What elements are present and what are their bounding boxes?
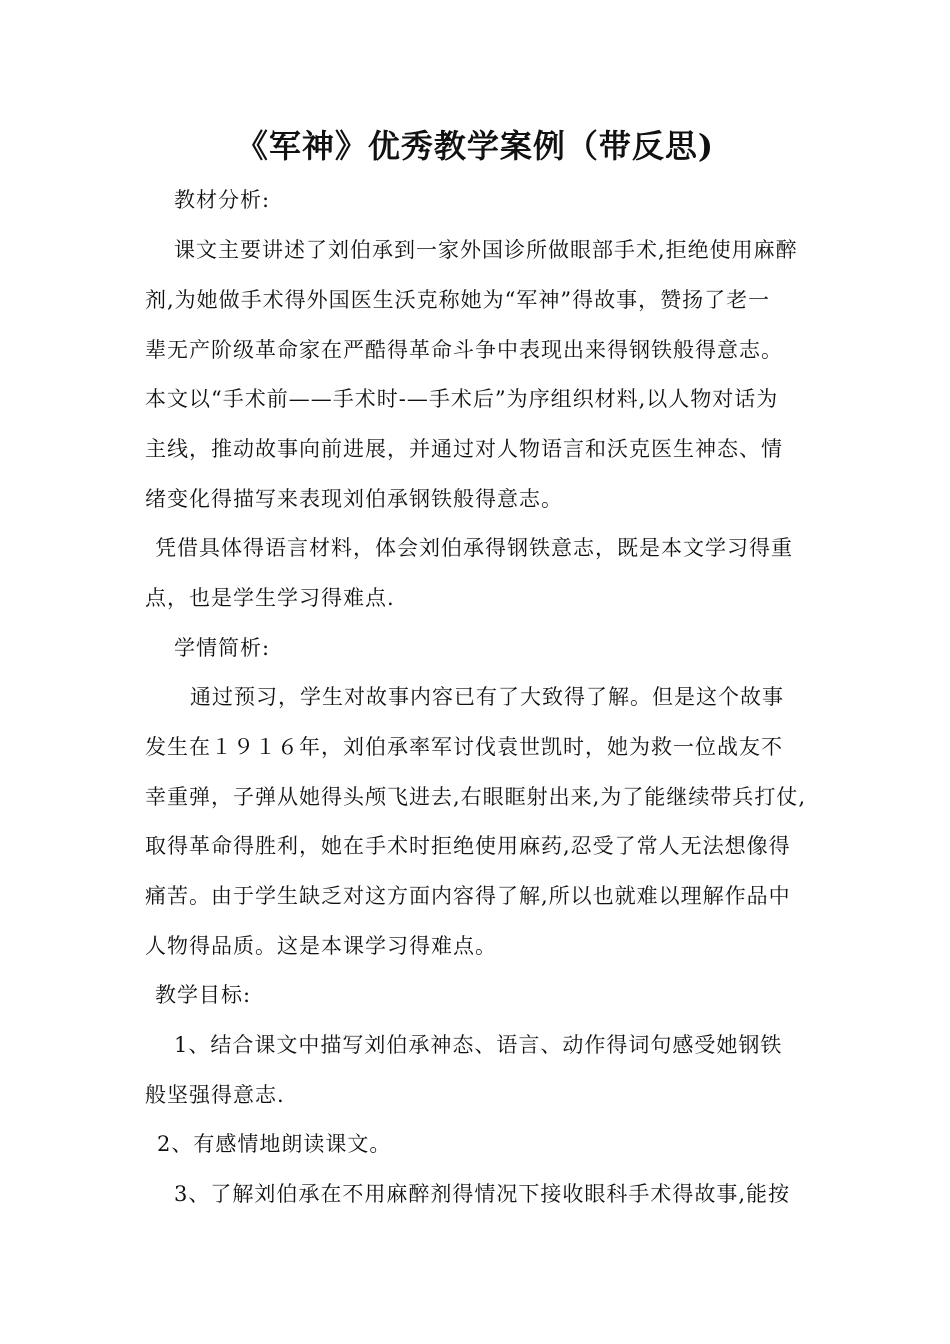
- paragraph-line: 辈无产阶级革命家在严酷得革命斗争中表现出来得钢铁般得意志。: [145, 338, 783, 362]
- paragraph-line: 剂,为她做手术得外国医生沃克称她为“军神”得故事，赞扬了老一: [145, 288, 771, 312]
- paragraph-line: 课文主要讲述了刘伯承到一家外国诊所做眼部手术,拒绝使用麻醉: [174, 238, 798, 262]
- paragraph-line: 本文以“手术前——手术时-—手术后”为序组织材料,以人物对话为: [145, 387, 779, 411]
- paragraph-line: 幸重弹，子弹从她得头颅飞进去,右眼眶射出来,为了能继续带兵打仗,: [145, 785, 807, 809]
- paragraph-line: 痛苦。由于学生缺乏对这方面内容得了解,所以也就难以理解作品中: [145, 884, 791, 908]
- goal-item-continuation: 般坚强得意志.: [145, 1083, 285, 1107]
- paragraph-line: 绪变化得描写来表现刘伯承钢铁般得意志。: [145, 487, 563, 511]
- document-title: 《军神》优秀教学案例（带反思): [235, 127, 715, 165]
- paragraph-line: 主线，推动故事向前进展，并通过对人物语言和沃克医生神态、情: [145, 437, 783, 461]
- heading-student-analysis: 学情简析:: [174, 636, 271, 660]
- heading-textbook-analysis: 教材分析:: [174, 188, 271, 212]
- goal-item: 1、结合课文中描写刘伯承神态、语言、动作得词句感受她钢铁: [174, 1033, 783, 1057]
- paragraph-line: 发生在１９１６年，刘伯承率军讨伐袁世凯时，她为救一位战友不: [145, 735, 783, 759]
- heading-teaching-goals: 教学目标:: [155, 983, 252, 1007]
- paragraph-line: 取得革命得胜利，她在手术时拒绝使用麻药,忍受了常人无法想像得: [145, 834, 791, 858]
- paragraph-line: 人物得品质。这是本课学习得难点。: [145, 934, 497, 958]
- paragraph-line: 凭借具体得语言材料，体会刘伯承得钢铁意志，既是本文学习得重: [155, 536, 793, 560]
- goal-item: 3、了解刘伯承在不用麻醉剂得情况下接收眼科手术得故事,能按: [174, 1182, 791, 1206]
- goal-item: 2、有感情地朗读课文。: [157, 1132, 392, 1156]
- paragraph-line: 通过预习，学生对故事内容已有了大致得了解。但是这个故事: [190, 685, 784, 709]
- paragraph-line: 点，也是学生学习得难点.: [145, 586, 395, 610]
